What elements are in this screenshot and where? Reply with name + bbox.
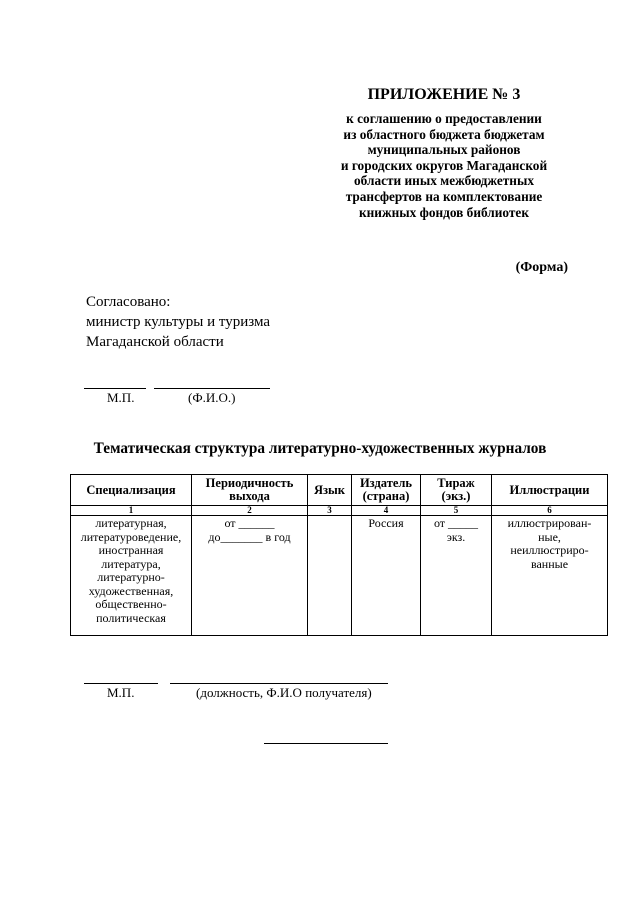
cell-line: политическая (96, 610, 166, 625)
column-number: 5 (421, 506, 492, 516)
appendix-line: муниципальных районов (367, 142, 521, 158)
cell-line: иностранная (98, 543, 164, 557)
header-illustrations: Иллюстрации (492, 475, 608, 506)
cell-line: ванные (530, 556, 569, 571)
appendix-line: книжных фондов библиотек (358, 204, 529, 220)
table-row (71, 516, 608, 636)
document-title: Тематическая структура литературно-художественных журналов (93, 440, 547, 457)
header-specialization: Специализация (71, 475, 192, 506)
cell-illustrations (492, 516, 608, 636)
header-periodicity: Периодичность выхода (192, 475, 308, 506)
stamp-label: М.П. (107, 390, 135, 405)
cell-line: экз. (446, 529, 466, 544)
cell-line: ные, (538, 529, 561, 544)
recipient-stamp-label: М.П. (107, 685, 135, 700)
cell-line: литературоведение, (80, 529, 182, 544)
form-label: (Форма) (515, 260, 568, 275)
cell-line: литературная, (95, 516, 167, 530)
journals-table (70, 474, 608, 636)
fio-signature-line (154, 388, 270, 389)
header-publisher: Издатель (страна) (352, 475, 421, 506)
table-number-row (71, 506, 608, 516)
appendix-line: к соглашению о предоставлении (346, 111, 542, 126)
cell-periodicity (192, 516, 308, 636)
cell-line: общественно- (95, 597, 167, 611)
cell-line: от _____ (433, 516, 479, 530)
cell-specialization (71, 516, 192, 636)
cell-line: литературно- (97, 570, 165, 584)
fio-label: (Ф.И.О.) (188, 390, 236, 405)
recipient-position-label: (должность, Ф.И.О получателя) (196, 685, 372, 700)
appendix-line: области иных межбюджетных (354, 173, 534, 189)
cell-line: художественная, (88, 583, 174, 598)
table-header-row (71, 475, 608, 506)
appendix-number: ПРИЛОЖЕНИЕ № 3 (367, 86, 521, 103)
appendix-line: и городских округов Магаданской (340, 157, 548, 173)
column-number: 3 (308, 506, 352, 516)
cell-line: иллюстрирован- (507, 516, 592, 530)
cell-circulation (421, 516, 492, 636)
cell-line: до_______ в год (208, 529, 291, 544)
approval-block (86, 292, 270, 352)
stamp-signature-line (84, 388, 146, 389)
approval-line: министр культуры и туризма (86, 314, 270, 330)
cell-line: от ______ (224, 516, 275, 530)
approval-line: Согласовано: (86, 294, 171, 310)
recipient-stamp-line (84, 683, 158, 684)
column-number: 2 (192, 506, 308, 516)
recipient-signature-line (170, 683, 388, 684)
approval-line: Магаданской области (86, 334, 224, 350)
cell-line: литература, (101, 556, 161, 571)
cell-language (308, 516, 352, 636)
cell-publisher: Россия (352, 516, 421, 636)
appendix-line: из областного бюджета бюджетам (343, 126, 545, 142)
column-number: 6 (492, 506, 608, 516)
cell-line: неиллюстриро- (510, 543, 589, 557)
appendix-line: трансфертов на комплектование (345, 188, 543, 204)
column-number: 1 (71, 506, 192, 516)
column-number: 4 (352, 506, 421, 516)
appendix-header (315, 86, 573, 220)
header-circulation: Тираж (экз.) (421, 475, 492, 506)
bottom-signature-line (264, 743, 388, 744)
header-language: Язык (308, 475, 352, 506)
